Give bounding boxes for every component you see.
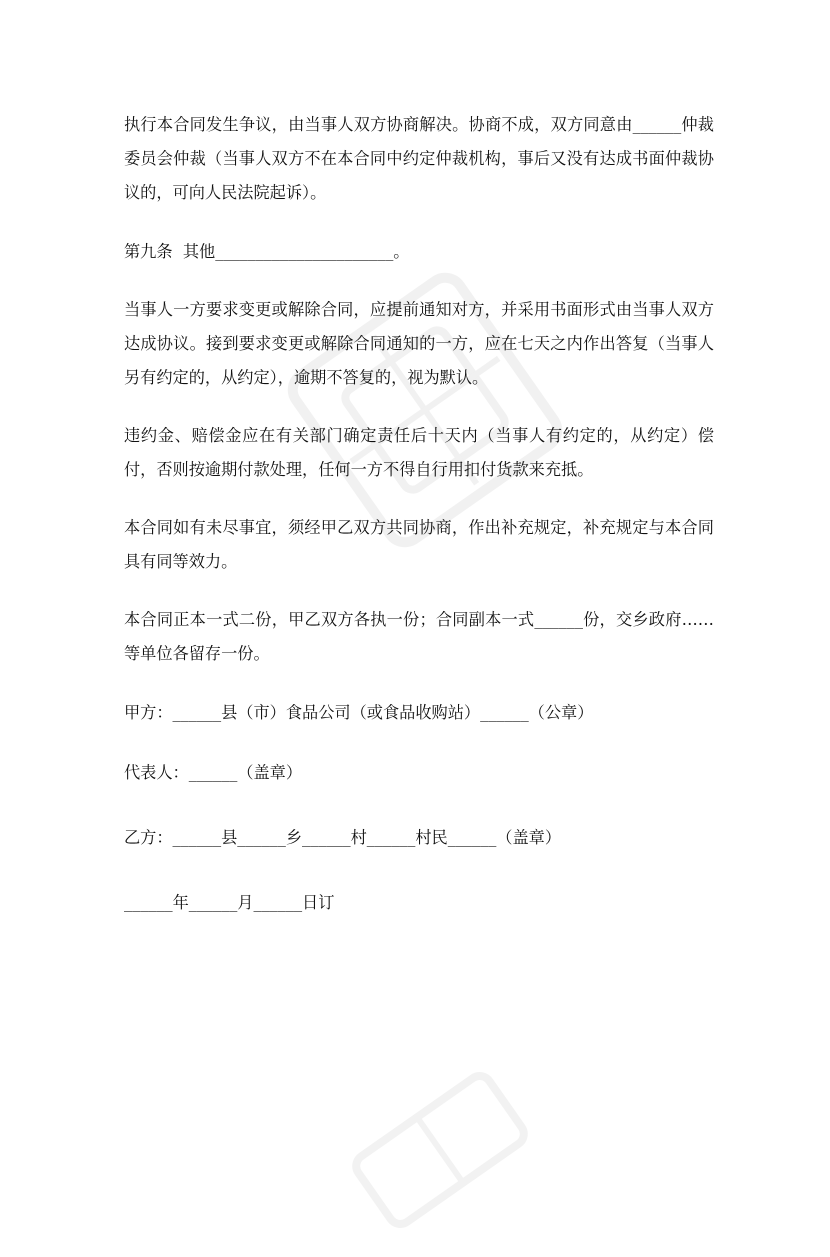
contract-change-paragraph: 当事人一方要求变更或解除合同，应提前通知对方，并采用书面形式由当事人双方达成协议。接到要求变更或解除合同通知的一方，应在七天之内作出答复（当事人另有约定的，从约定），逾期不答复的，视为默认。 [124,300,714,387]
copies-paragraph: 本合同正本一式二份，甲乙双方各执一份；合同副本一式______份，交乡政府……等单位各留存一份。 [124,610,714,663]
watermark-icon [324,1043,557,1256]
dispute-resolution-paragraph: 执行本合同发生争议，由当事人双方协商解决。协商不成，双方同意由______仲裁委员会仲裁（当事人双方不在本合同中约定仲裁机构，事后又没有达成书面仲裁协议的，可向人民法院起诉）。 [124,115,714,202]
party-b-line: 乙方：______县______乡______村______村民______（盖章） [124,828,562,847]
representative-line: 代表人：______（盖章） [124,763,303,782]
article-nine-paragraph: 第九条 其他______________________。 [124,242,410,261]
supplementary-terms-paragraph: 本合同如有未尽事宜，须经甲乙双方共同协商，作出补充规定，补充规定与本合同具有同等效力。 [124,518,714,571]
date-line: ______年______月______日订 [124,893,335,912]
party-a-line: 甲方：______县（市）食品公司（或食品收购站）______（公章） [124,703,594,722]
document-body [124,108,714,920]
penalty-payment-paragraph: 违约金、赔偿金应在有关部门确定责任后十天内（当事人有约定的，从约定）偿付，否则按逾期付款处理，任何一方不得自行用扣付货款来充抵。 [124,426,714,479]
